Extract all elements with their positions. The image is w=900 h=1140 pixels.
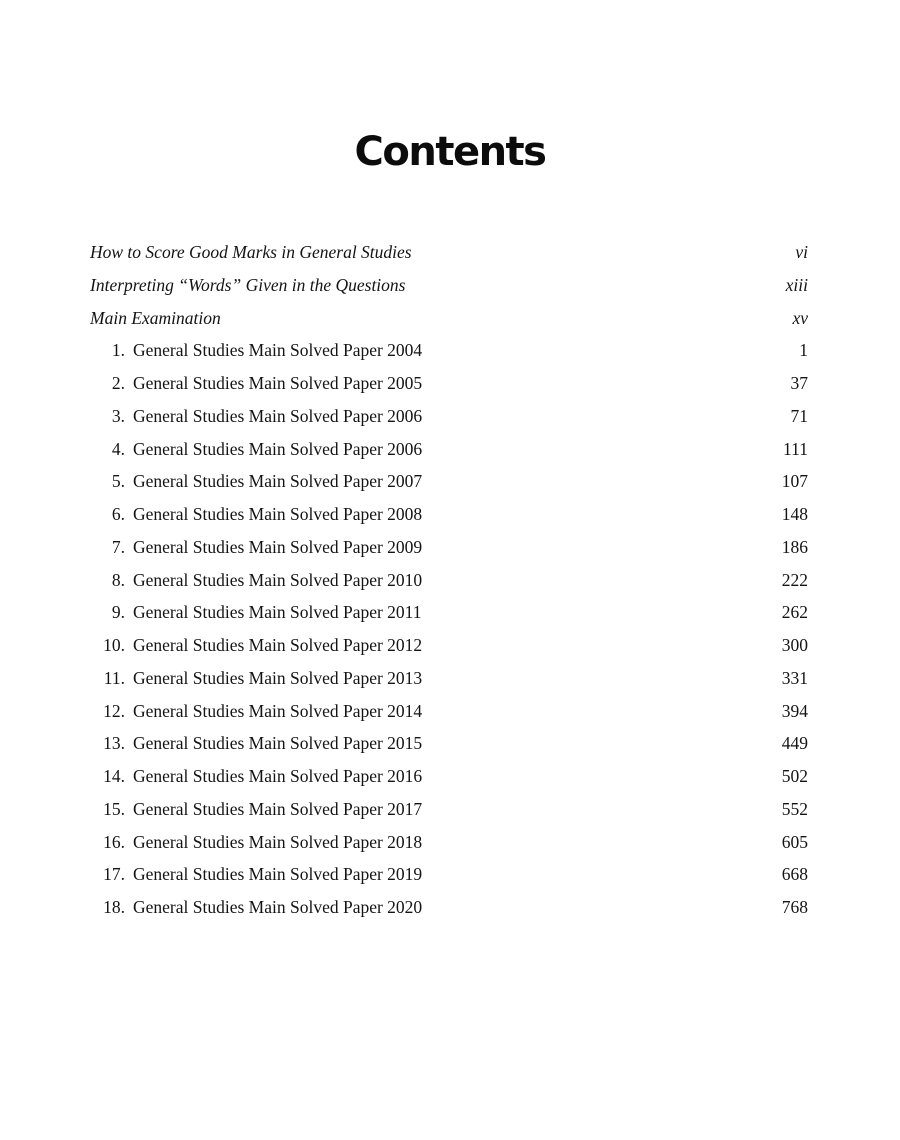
- toc-entry-chapter[interactable]: [90, 727, 808, 760]
- toc-entry-chapter[interactable]: [90, 858, 808, 891]
- toc-entry-chapter[interactable]: [90, 400, 808, 433]
- toc-page-number: 300: [781, 635, 808, 655]
- toc-page-number: 502: [781, 766, 808, 786]
- toc-page-number: 552: [781, 798, 808, 819]
- chapter-number: 18.: [103, 897, 125, 917]
- toc-entry-title: General Studies Main Solved Paper 2014: [133, 700, 423, 721]
- chapter-number: 6.: [111, 504, 125, 524]
- toc-entry-title: Interpreting “Words” Given in the Questions: [90, 274, 406, 295]
- toc-entry-title: General Studies Main Solved Paper 2007: [133, 471, 423, 492]
- chapter-number: 11.: [103, 667, 125, 688]
- toc-entry-chapter[interactable]: [90, 695, 808, 728]
- toc-entry-title: General Studies Main Solved Paper 2017: [133, 798, 423, 819]
- toc-entry-title: General Studies Main Solved Paper 2016: [133, 766, 423, 786]
- toc-entry-title: General Studies Main Solved Paper 2020: [133, 897, 423, 917]
- toc-page-number: 331: [781, 667, 808, 688]
- toc-entry-title: General Studies Main Solved Paper 2012: [133, 635, 423, 655]
- toc-entry-title: Main Examination: [90, 307, 221, 328]
- toc-entry-chapter[interactable]: [90, 596, 808, 629]
- chapter-number: 3.: [111, 405, 125, 426]
- chapter-number: 16.: [103, 831, 125, 852]
- toc-page-number: 222: [781, 569, 808, 590]
- chapter-number: 10.: [103, 635, 125, 655]
- toc-entry-title: General Studies Main Solved Paper 2013: [133, 667, 423, 688]
- chapter-number: 1.: [111, 340, 125, 361]
- table-of-contents: [90, 236, 808, 924]
- toc-entry-front-matter[interactable]: [90, 302, 808, 335]
- toc-entry-title: General Studies Main Solved Paper 2018: [133, 831, 423, 852]
- toc-page-number: xiii: [785, 274, 808, 295]
- toc-entry-chapter[interactable]: [90, 465, 808, 498]
- toc-entry-title: General Studies Main Solved Paper 2008: [133, 504, 423, 524]
- toc-entry-title: General Studies Main Solved Paper 2009: [133, 536, 423, 557]
- toc-entry-chapter[interactable]: [90, 662, 808, 695]
- toc-entry-chapter[interactable]: [90, 531, 808, 564]
- toc-page-number: 449: [781, 733, 808, 754]
- toc-entry-chapter[interactable]: [90, 629, 808, 662]
- toc-entry-chapter[interactable]: [90, 367, 808, 400]
- chapter-list: [90, 334, 808, 924]
- toc-entry-chapter[interactable]: [90, 760, 808, 793]
- chapter-number: 17.: [103, 864, 125, 885]
- toc-entry-title: General Studies Main Solved Paper 2006: [133, 405, 423, 426]
- front-matter-list: [90, 236, 808, 334]
- chapter-number: 8.: [111, 569, 125, 590]
- toc-page-number: 768: [781, 897, 808, 917]
- toc-page-number: 262: [781, 602, 808, 623]
- toc-entry-chapter[interactable]: [90, 334, 808, 367]
- toc-entry-chapter[interactable]: [90, 564, 808, 597]
- toc-page-number: 605: [781, 831, 808, 852]
- toc-entry-chapter[interactable]: [90, 891, 808, 924]
- toc-page-number: 107: [781, 471, 808, 492]
- toc-entry-chapter[interactable]: [90, 826, 808, 859]
- toc-entry-chapter[interactable]: [90, 433, 808, 466]
- toc-page-number: vi: [795, 242, 808, 262]
- chapter-number: 14.: [103, 766, 125, 786]
- toc-page-number: 111: [783, 438, 808, 459]
- toc-entry-title: General Studies Main Solved Paper 2006: [133, 438, 423, 459]
- toc-entry-title: General Studies Main Solved Paper 2005: [133, 373, 423, 393]
- toc-entry-title: General Studies Main Solved Paper 2004: [133, 340, 423, 361]
- toc-page-number: 1: [799, 340, 808, 361]
- toc-page-number: 71: [790, 405, 808, 426]
- toc-entry-title: General Studies Main Solved Paper 2015: [133, 733, 423, 754]
- chapter-number: 2.: [111, 373, 125, 393]
- chapter-number: 9.: [111, 602, 125, 623]
- chapter-number: 15.: [103, 798, 125, 819]
- chapter-number: 5.: [111, 471, 125, 492]
- toc-page-number: xv: [792, 307, 808, 328]
- toc-page-number: 394: [781, 700, 808, 721]
- toc-page-number: 37: [790, 373, 808, 393]
- chapter-number: 7.: [111, 536, 125, 557]
- chapter-number: 4.: [111, 438, 125, 459]
- toc-page-number: 148: [781, 504, 808, 524]
- toc-entry-title: General Studies Main Solved Paper 2010: [133, 569, 423, 590]
- toc-entry-title: General Studies Main Solved Paper 2019: [133, 864, 423, 885]
- page-title: Contents: [354, 129, 546, 175]
- toc-entry-front-matter[interactable]: [90, 236, 808, 269]
- toc-entry-front-matter[interactable]: [90, 269, 808, 302]
- toc-entry-title: How to Score Good Marks in General Studies: [90, 242, 412, 262]
- toc-entry-chapter[interactable]: [90, 498, 808, 531]
- toc-entry-chapter[interactable]: [90, 793, 808, 826]
- chapter-number: 13.: [103, 733, 125, 754]
- toc-page-number: 668: [781, 864, 808, 885]
- toc-entry-title: General Studies Main Solved Paper 2011: [133, 602, 422, 623]
- chapter-number: 12.: [103, 700, 125, 721]
- toc-page-number: 186: [781, 536, 808, 557]
